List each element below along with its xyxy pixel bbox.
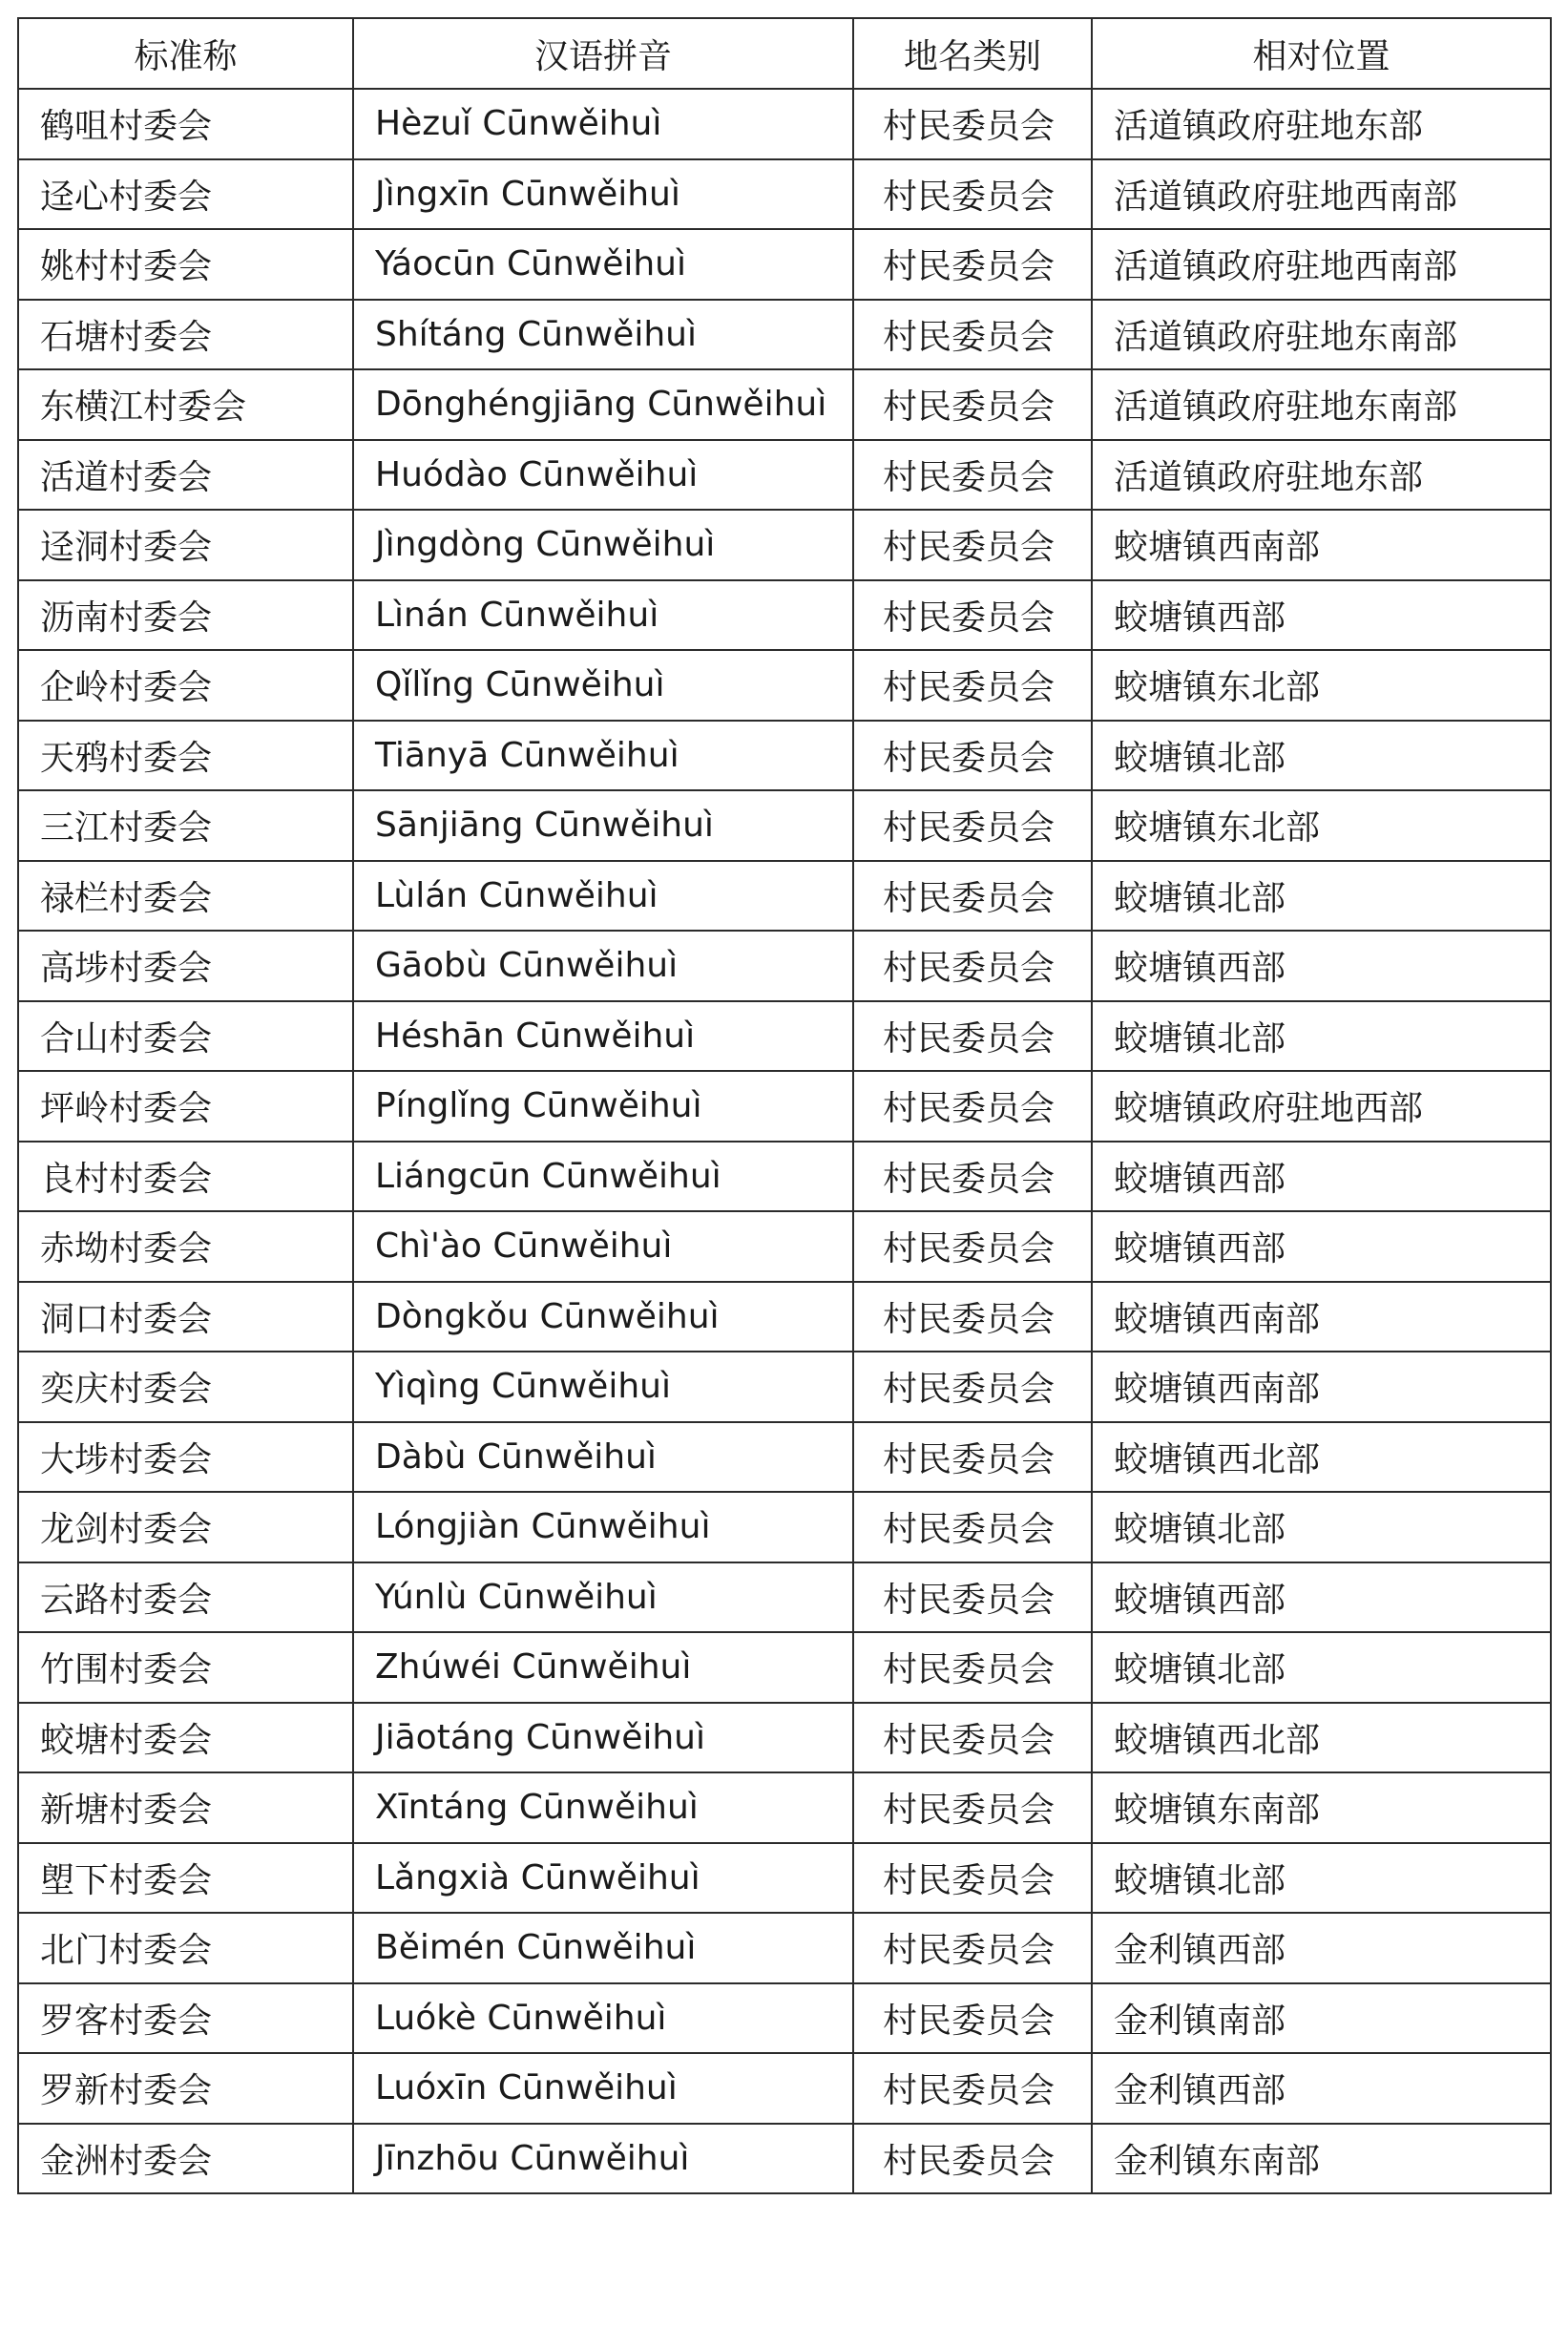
cell-standard-name: 良村村委会 — [18, 1142, 353, 1212]
cell-standard-name: 企岭村委会 — [18, 650, 353, 721]
table-row — [18, 1422, 1551, 1493]
cell-category: 村民委员会 — [853, 580, 1092, 651]
cell-pinyin: Jìngxīn Cūnwěihuì — [353, 159, 853, 230]
cell-category: 村民委员会 — [853, 440, 1092, 511]
cell-pinyin: Luóxīn Cūnwěihuì — [353, 2053, 853, 2124]
cell-category: 村民委员会 — [853, 650, 1092, 721]
cell-relative-position: 蛟塘镇西南部 — [1092, 1282, 1551, 1352]
cell-pinyin: Xīntáng Cūnwěihuì — [353, 1772, 853, 1843]
cell-category: 村民委员会 — [853, 861, 1092, 932]
cell-standard-name: 东横江村委会 — [18, 369, 353, 440]
cell-category: 村民委员会 — [853, 369, 1092, 440]
table-row — [18, 1142, 1551, 1212]
cell-category: 村民委员会 — [853, 790, 1092, 861]
cell-relative-position: 蛟塘镇西北部 — [1092, 1422, 1551, 1493]
table-row — [18, 1492, 1551, 1562]
cell-relative-position: 活道镇政府驻地东部 — [1092, 440, 1551, 511]
cell-standard-name: 新塘村委会 — [18, 1772, 353, 1843]
cell-pinyin: Tiānyā Cūnwěihuì — [353, 721, 853, 791]
cell-category: 村民委员会 — [853, 721, 1092, 791]
cell-standard-name: 天鸦村委会 — [18, 721, 353, 791]
table-row — [18, 300, 1551, 370]
table-row — [18, 721, 1551, 791]
cell-relative-position: 蛟塘镇北部 — [1092, 1843, 1551, 1914]
cell-standard-name: 洞口村委会 — [18, 1282, 353, 1352]
cell-standard-name: 姚村村委会 — [18, 229, 353, 300]
table-row — [18, 1211, 1551, 1282]
cell-standard-name: 合山村委会 — [18, 1001, 353, 1072]
cell-category: 村民委员会 — [853, 1142, 1092, 1212]
cell-standard-name: 北门村委会 — [18, 1913, 353, 1983]
table-row — [18, 1913, 1551, 1983]
cell-pinyin: Lǎngxià Cūnwěihuì — [353, 1843, 853, 1914]
table-row — [18, 650, 1551, 721]
cell-relative-position: 蛟塘镇北部 — [1092, 721, 1551, 791]
cell-relative-position: 蛟塘镇西部 — [1092, 580, 1551, 651]
cell-pinyin: Jìngdòng Cūnwěihuì — [353, 510, 853, 580]
cell-standard-name: 塱下村委会 — [18, 1843, 353, 1914]
cell-category: 村民委员会 — [853, 1001, 1092, 1072]
cell-relative-position: 蛟塘镇西部 — [1092, 1211, 1551, 1282]
cell-relative-position: 活道镇政府驻地西南部 — [1092, 159, 1551, 230]
cell-standard-name: 禄栏村委会 — [18, 861, 353, 932]
header-row — [18, 18, 1551, 89]
header-relative-position: 相对位置 — [1092, 18, 1551, 89]
cell-standard-name: 龙剑村委会 — [18, 1492, 353, 1562]
cell-pinyin: Běimén Cūnwěihuì — [353, 1913, 853, 1983]
cell-category: 村民委员会 — [853, 1772, 1092, 1843]
cell-category: 村民委员会 — [853, 1632, 1092, 1703]
cell-standard-name: 沥南村委会 — [18, 580, 353, 651]
cell-category: 村民委员会 — [853, 2124, 1092, 2194]
header-pinyin: 汉语拼音 — [353, 18, 853, 89]
cell-pinyin: Qǐlǐng Cūnwěihuì — [353, 650, 853, 721]
cell-relative-position: 蛟塘镇政府驻地西部 — [1092, 1071, 1551, 1142]
table-row — [18, 1772, 1551, 1843]
cell-category: 村民委员会 — [853, 2053, 1092, 2124]
cell-category: 村民委员会 — [853, 1562, 1092, 1633]
cell-relative-position: 蛟塘镇西南部 — [1092, 510, 1551, 580]
cell-standard-name: 奕庆村委会 — [18, 1352, 353, 1422]
cell-standard-name: 金洲村委会 — [18, 2124, 353, 2194]
table-row — [18, 440, 1551, 511]
cell-standard-name: 石塘村委会 — [18, 300, 353, 370]
cell-pinyin: Zhúwéi Cūnwěihuì — [353, 1632, 853, 1703]
cell-category: 村民委员会 — [853, 300, 1092, 370]
cell-pinyin: Jiāotáng Cūnwěihuì — [353, 1703, 853, 1773]
cell-pinyin: Dàbù Cūnwěihuì — [353, 1422, 853, 1493]
table-row — [18, 2124, 1551, 2194]
cell-pinyin: Shítáng Cūnwěihuì — [353, 300, 853, 370]
cell-relative-position: 蛟塘镇西部 — [1092, 1562, 1551, 1633]
table-row — [18, 790, 1551, 861]
cell-standard-name: 赤坳村委会 — [18, 1211, 353, 1282]
cell-standard-name: 竹围村委会 — [18, 1632, 353, 1703]
cell-category: 村民委员会 — [853, 1843, 1092, 1914]
cell-pinyin: Chì'ào Cūnwěihuì — [353, 1211, 853, 1282]
cell-relative-position: 蛟塘镇东北部 — [1092, 790, 1551, 861]
cell-standard-name: 大埗村委会 — [18, 1422, 353, 1493]
table-row — [18, 229, 1551, 300]
table-row — [18, 1983, 1551, 2054]
cell-standard-name: 云路村委会 — [18, 1562, 353, 1633]
cell-pinyin: Liángcūn Cūnwěihuì — [353, 1142, 853, 1212]
cell-pinyin: Yìqìng Cūnwěihuì — [353, 1352, 853, 1422]
cell-category: 村民委员会 — [853, 510, 1092, 580]
cell-standard-name: 罗客村委会 — [18, 1983, 353, 2054]
table-row — [18, 1703, 1551, 1773]
table-header — [18, 18, 1551, 89]
cell-relative-position: 蛟塘镇北部 — [1092, 861, 1551, 932]
cell-category: 村民委员会 — [853, 1703, 1092, 1773]
table-row — [18, 159, 1551, 230]
table-row — [18, 510, 1551, 580]
cell-standard-name: 迳洞村委会 — [18, 510, 353, 580]
table-row — [18, 369, 1551, 440]
cell-pinyin: Hèzuǐ Cūnwěihuì — [353, 89, 853, 159]
header-standard-name: 标准称 — [18, 18, 353, 89]
place-name-table — [17, 17, 1552, 2194]
cell-relative-position: 蛟塘镇西南部 — [1092, 1352, 1551, 1422]
cell-category: 村民委员会 — [853, 89, 1092, 159]
cell-pinyin: Yúnlù Cūnwěihuì — [353, 1562, 853, 1633]
cell-category: 村民委员会 — [853, 1983, 1092, 2054]
cell-pinyin: Luókè Cūnwěihuì — [353, 1983, 853, 2054]
cell-category: 村民委员会 — [853, 229, 1092, 300]
cell-relative-position: 蛟塘镇北部 — [1092, 1492, 1551, 1562]
cell-category: 村民委员会 — [853, 1492, 1092, 1562]
table-row — [18, 1843, 1551, 1914]
cell-relative-position: 活道镇政府驻地东部 — [1092, 89, 1551, 159]
cell-pinyin: Lìnán Cūnwěihuì — [353, 580, 853, 651]
cell-relative-position: 活道镇政府驻地西南部 — [1092, 229, 1551, 300]
cell-relative-position: 蛟塘镇西部 — [1092, 1142, 1551, 1212]
cell-relative-position: 活道镇政府驻地东南部 — [1092, 300, 1551, 370]
cell-standard-name: 罗新村委会 — [18, 2053, 353, 2124]
cell-pinyin: Lóngjiàn Cūnwěihuì — [353, 1492, 853, 1562]
cell-relative-position: 蛟塘镇北部 — [1092, 1001, 1551, 1072]
cell-relative-position: 蛟塘镇东南部 — [1092, 1772, 1551, 1843]
table-body — [18, 89, 1551, 2193]
cell-category: 村民委员会 — [853, 159, 1092, 230]
table-row — [18, 580, 1551, 651]
table-row — [18, 861, 1551, 932]
header-category: 地名类别 — [853, 18, 1092, 89]
cell-relative-position: 金利镇西部 — [1092, 1913, 1551, 1983]
table-row — [18, 1071, 1551, 1142]
cell-pinyin: Yáocūn Cūnwěihuì — [353, 229, 853, 300]
cell-pinyin: Pínglǐng Cūnwěihuì — [353, 1071, 853, 1142]
cell-pinyin: Dōnghéngjiāng Cūnwěihuì — [353, 369, 853, 440]
cell-standard-name: 蛟塘村委会 — [18, 1703, 353, 1773]
cell-standard-name: 鹤咀村委会 — [18, 89, 353, 159]
cell-standard-name: 高埗村委会 — [18, 931, 353, 1001]
cell-category: 村民委员会 — [853, 931, 1092, 1001]
table-row — [18, 1632, 1551, 1703]
cell-standard-name: 坪岭村委会 — [18, 1071, 353, 1142]
cell-pinyin: Lùlán Cūnwěihuì — [353, 861, 853, 932]
cell-category: 村民委员会 — [853, 1913, 1092, 1983]
place-name-table-container — [17, 17, 1550, 2194]
cell-category: 村民委员会 — [853, 1071, 1092, 1142]
cell-relative-position: 金利镇南部 — [1092, 1983, 1551, 2054]
cell-relative-position: 蛟塘镇东北部 — [1092, 650, 1551, 721]
cell-relative-position: 蛟塘镇西部 — [1092, 931, 1551, 1001]
table-row — [18, 1562, 1551, 1633]
cell-relative-position: 金利镇西部 — [1092, 2053, 1551, 2124]
table-row — [18, 89, 1551, 159]
cell-relative-position: 金利镇东南部 — [1092, 2124, 1551, 2194]
cell-pinyin: Sānjiāng Cūnwěihuì — [353, 790, 853, 861]
table-row — [18, 1001, 1551, 1072]
cell-standard-name: 活道村委会 — [18, 440, 353, 511]
cell-pinyin: Gāobù Cūnwěihuì — [353, 931, 853, 1001]
cell-category: 村民委员会 — [853, 1352, 1092, 1422]
cell-category: 村民委员会 — [853, 1211, 1092, 1282]
table-row — [18, 1282, 1551, 1352]
cell-pinyin: Huódào Cūnwěihuì — [353, 440, 853, 511]
cell-standard-name: 三江村委会 — [18, 790, 353, 861]
table-row — [18, 931, 1551, 1001]
cell-category: 村民委员会 — [853, 1422, 1092, 1493]
cell-pinyin: Dòngkǒu Cūnwěihuì — [353, 1282, 853, 1352]
cell-category: 村民委员会 — [853, 1282, 1092, 1352]
cell-pinyin: Héshān Cūnwěihuì — [353, 1001, 853, 1072]
cell-relative-position: 蛟塘镇北部 — [1092, 1632, 1551, 1703]
table-row — [18, 2053, 1551, 2124]
cell-standard-name: 迳心村委会 — [18, 159, 353, 230]
cell-pinyin: Jīnzhōu Cūnwěihuì — [353, 2124, 853, 2194]
table-row — [18, 1352, 1551, 1422]
cell-relative-position: 蛟塘镇西北部 — [1092, 1703, 1551, 1773]
cell-relative-position: 活道镇政府驻地东南部 — [1092, 369, 1551, 440]
